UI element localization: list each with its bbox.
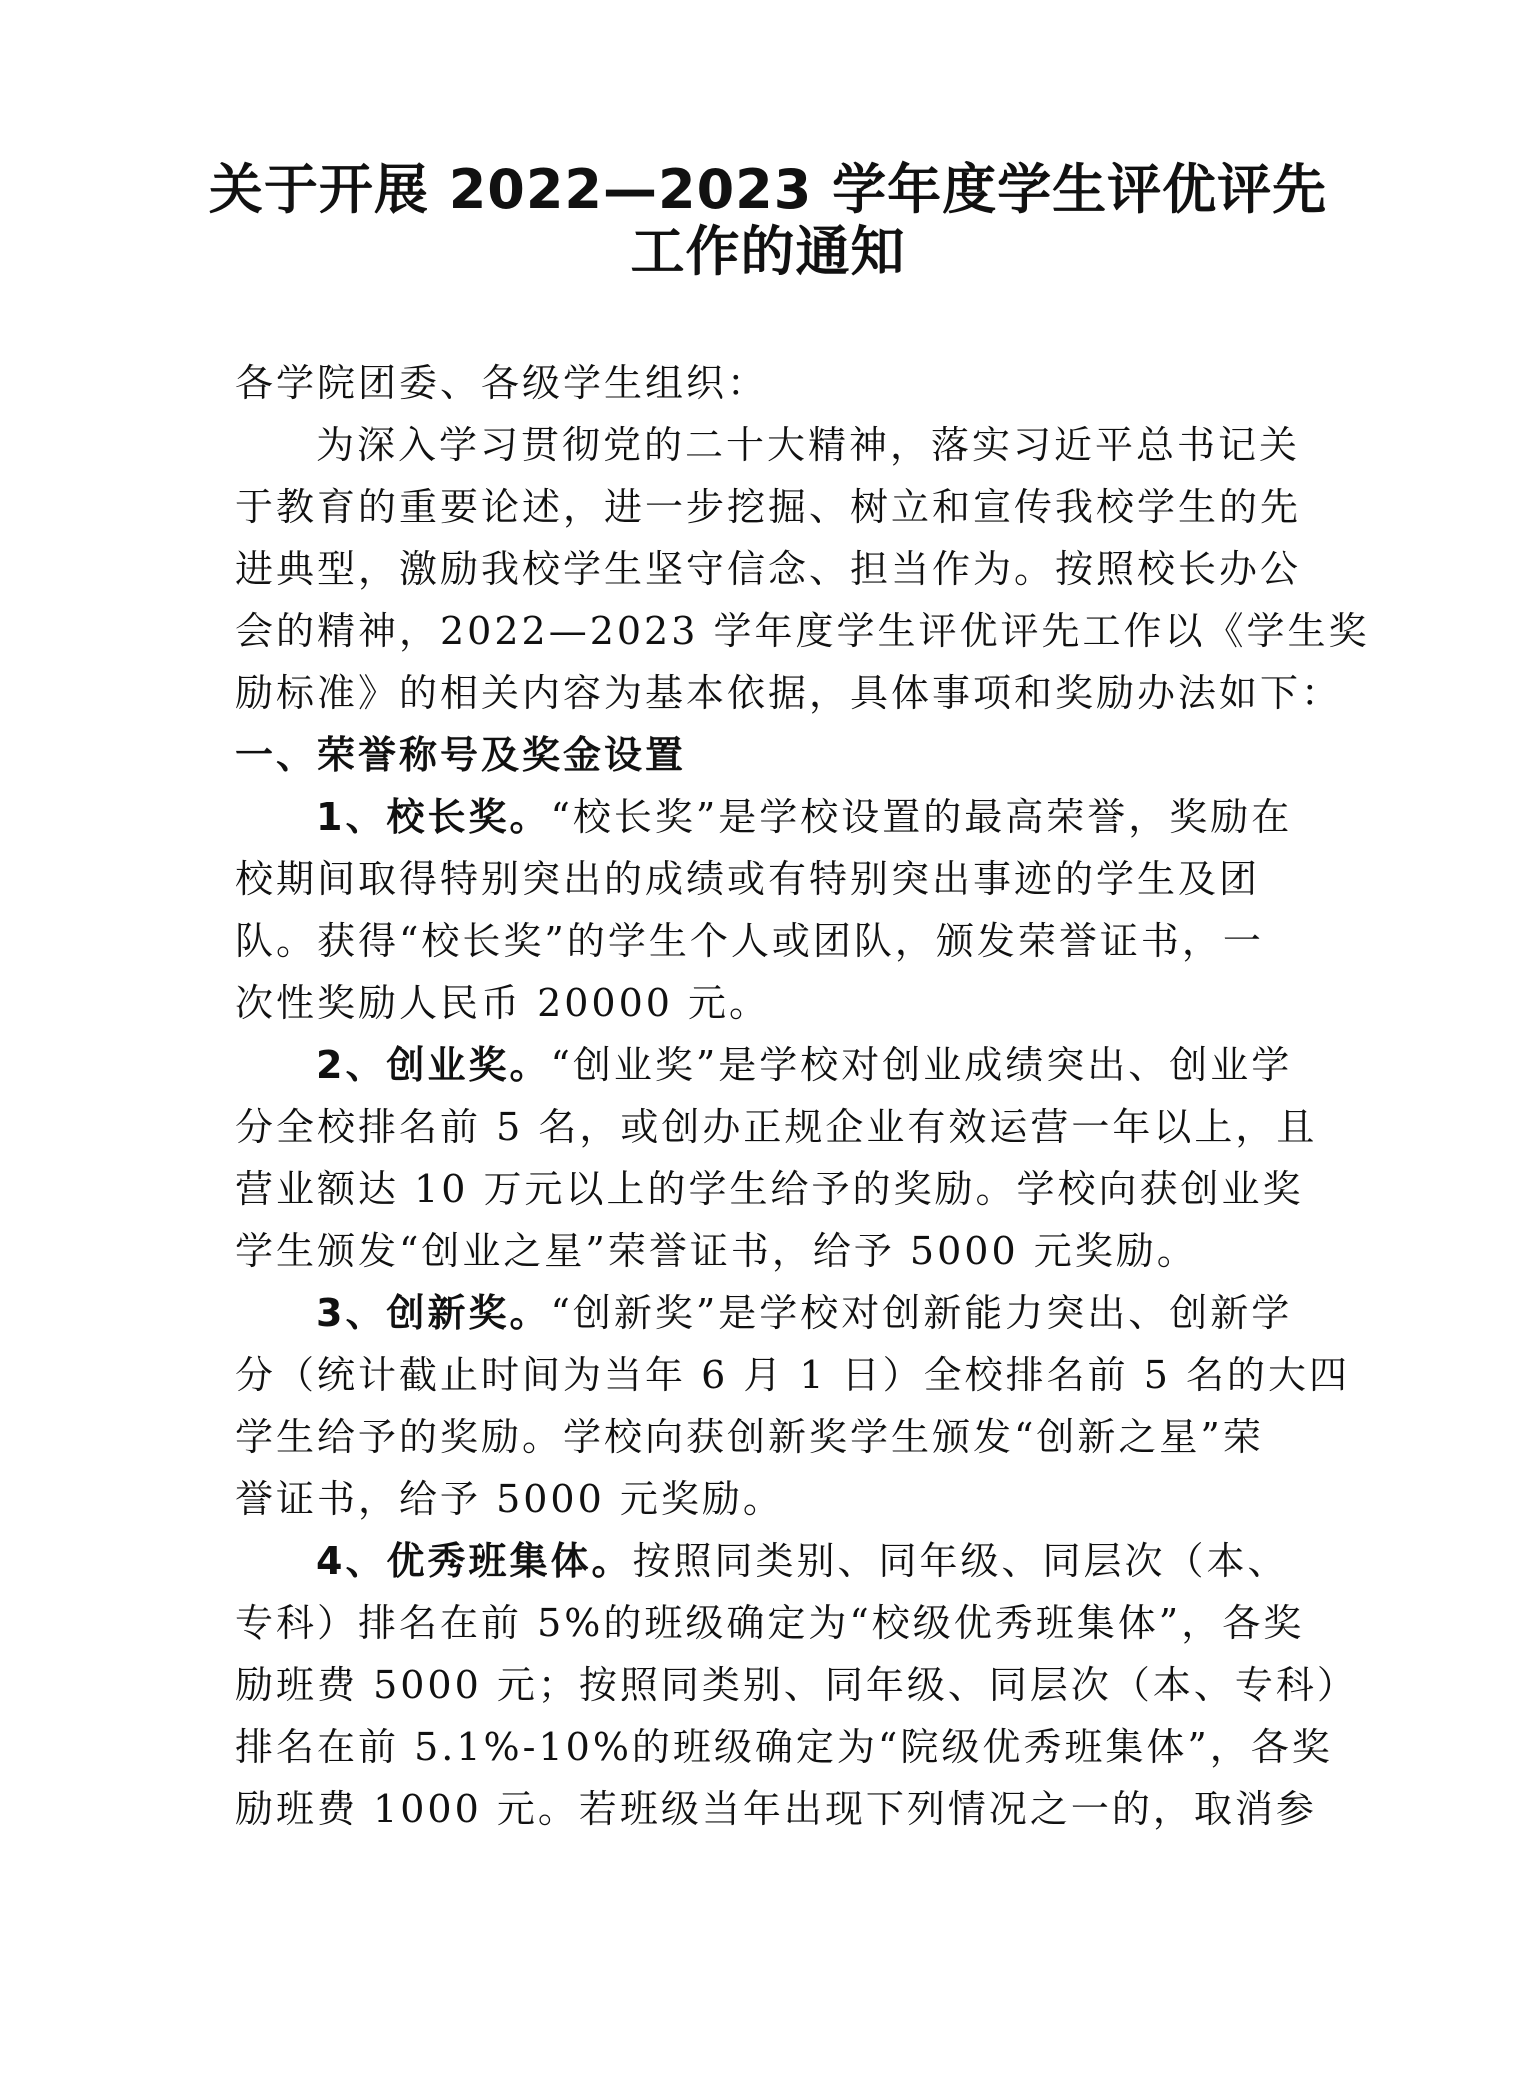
item4-line: 专科）排名在前 5%的班级确定为“校级优秀班集体”，各奖 xyxy=(235,1601,1305,1645)
intro-line: 励标准》的相关内容为基本依据，具体事项和奖励办法如下： xyxy=(235,671,1343,715)
item2-label: 2、创业奖。 xyxy=(316,1043,551,1087)
item3-text: “创新奖”是学校对创新能力突出、创新学 xyxy=(550,1291,1293,1335)
document-title-line2: 工作的通知 xyxy=(630,220,906,283)
item4-text: 按照同类别、同年级、同层次（本、 xyxy=(632,1539,1289,1583)
section-heading: 一、荣誉称号及奖金设置 xyxy=(235,733,687,777)
item1-line: 队。获得“校长奖”的学生个人或团队，颁发荣誉证书，一 xyxy=(235,919,1264,963)
intro-line: 会的精神，2022—2023 学年度学生评优评先工作以《学生奖 xyxy=(235,609,1370,653)
item3-line: 学生给予的奖励。学校向获创新奖学生颁发“创新之星”荣 xyxy=(235,1415,1264,1459)
item3-first-line xyxy=(316,1282,1310,1344)
salutation: 各学院团委、各级学生组织： xyxy=(235,361,769,405)
item2-line: 分全校排名前 5 名，或创办正规企业有效运营一年以上，且 xyxy=(235,1105,1318,1149)
item1-line: 校期间取得特别突出的成绩或有特别突出事迹的学生及团 xyxy=(235,857,1261,901)
item4-line: 排名在前 5.1%-10%的班级确定为“院级优秀班集体”，各奖 xyxy=(235,1725,1333,1769)
item2-line: 营业额达 10 万元以上的学生给予的奖励。学校向获创业奖 xyxy=(235,1167,1304,1211)
item4-line: 励班费 5000 元；按照同类别、同年级、同层次（本、专科） xyxy=(235,1663,1358,1707)
item1-label: 1、校长奖。 xyxy=(316,795,551,839)
item4-first-line xyxy=(316,1530,1310,1592)
item1-first-line xyxy=(316,786,1310,848)
item2-line: 学生颁发“创业之星”荣誉证书，给予 5000 元奖励。 xyxy=(235,1229,1198,1273)
item1-text: “校长奖”是学校设置的最高荣誉，奖励在 xyxy=(550,795,1293,839)
item2-first-line xyxy=(316,1034,1310,1096)
item3-line: 分（统计截止时间为当年 6 月 1 日）全校排名前 5 名的大四 xyxy=(235,1353,1351,1397)
document-title-line1: 关于开展 2022—2023 学年度学生评优评先 xyxy=(208,158,1328,221)
item3-line: 誉证书，给予 5000 元奖励。 xyxy=(235,1477,784,1521)
item4-label: 4、优秀班集体。 xyxy=(316,1539,633,1583)
intro-line: 进典型，激励我校学生坚守信念、担当作为。按照校长办公 xyxy=(235,547,1302,591)
intro-line: 为深入学习贯彻党的二十大精神，落实习近平总书记关 xyxy=(316,423,1301,467)
item2-text: “创业奖”是学校对创业成绩突出、创业学 xyxy=(550,1043,1293,1087)
item3-label: 3、创新奖。 xyxy=(316,1291,551,1335)
item1-line: 次性奖励人民币 20000 元。 xyxy=(235,981,771,1025)
intro-line: 于教育的重要论述，进一步挖掘、树立和宣传我校学生的先 xyxy=(235,485,1302,529)
item4-line: 励班费 1000 元。若班级当年出现下列情况之一的，取消参 xyxy=(235,1787,1317,1831)
